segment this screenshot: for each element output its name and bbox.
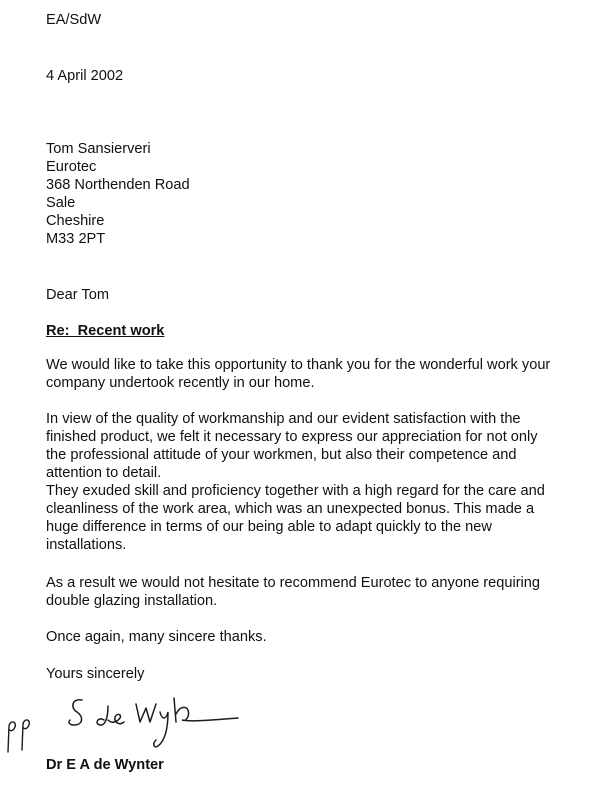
pp-handwritten-mark [2, 712, 36, 754]
recipient-county: Cheshire [46, 213, 105, 229]
paragraph-4 [46, 628, 267, 646]
paragraph-2 [46, 410, 545, 554]
paragraph-line: company undertook recently in our home. [46, 375, 315, 391]
paragraph-1 [46, 356, 550, 392]
paragraph-3 [46, 574, 540, 610]
recipient-company: Eurotec [46, 159, 97, 175]
paragraph-line: Once again, many sincere thanks. [46, 629, 267, 645]
paragraph-line: cleanliness of the work area, which was an unexpected bonus. This made a [46, 501, 535, 517]
closing: Yours sincerely [46, 666, 145, 682]
paragraph-line: attention to detail. [46, 465, 162, 481]
paragraph-line: installations. [46, 537, 127, 553]
recipient-postcode: M33 2PT [46, 231, 106, 247]
recipient-address [46, 140, 190, 248]
letter-date: 4 April 2002 [46, 68, 124, 84]
paragraph-line: In view of the quality of workmanship and our evident satisfaction with the [46, 411, 521, 427]
paragraph-line: They exuded skill and proficiency together with a high regard for the care and [46, 483, 545, 499]
paragraph-line: the professional attitude of your workmen, but also their competence and [46, 447, 517, 463]
reference-code: EA/SdW [46, 12, 102, 28]
recipient-street: 368 Northenden Road [46, 177, 190, 193]
signatory-name: Dr E A de Wynter [46, 757, 164, 773]
paragraph-line: double glazing installation. [46, 593, 218, 609]
subject-line: Re: Recent work [46, 323, 165, 339]
paragraph-line: finished product, we felt it necessary to express our appreciation for not only [46, 429, 538, 445]
salutation: Dear Tom [46, 287, 109, 303]
paragraph-line: huge difference in terms of our being able to adapt quickly to the new [46, 519, 492, 535]
paragraph-line: We would like to take this opportunity to thank you for the wonderful work your [46, 357, 551, 373]
recipient-town: Sale [46, 195, 76, 211]
paragraph-line: As a result we would not hesitate to recommend Eurotec to anyone requiring [46, 575, 541, 591]
recipient-name: Tom Sansierveri [46, 141, 151, 157]
handwritten-signature [62, 692, 252, 754]
